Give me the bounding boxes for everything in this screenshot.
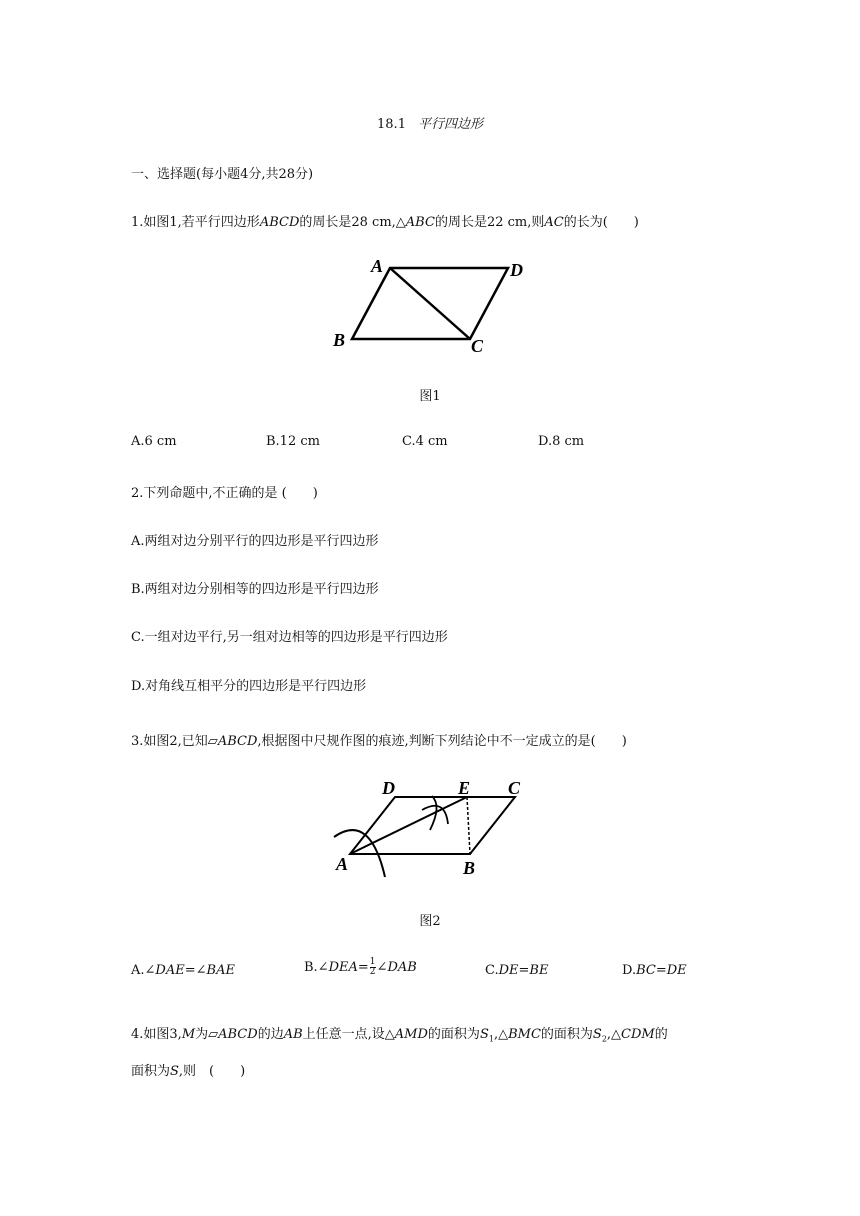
section-number: 18.1	[377, 117, 406, 132]
vertex-label-c: C	[508, 778, 521, 798]
q2-option-c: C.一组对边平行,另一组对边相等的四边形是平行四边形	[131, 630, 448, 645]
vertex-label-c: C	[471, 336, 484, 356]
figure-1-caption: 图1	[419, 389, 441, 404]
vertex-label-a: A	[336, 854, 349, 874]
q3-option-b: B.∠DEA= $\frac{1}{2}$ ∠DAB	[304, 957, 417, 977]
q3-option-c: C.DE=BE	[485, 963, 549, 978]
vertex-label-d: D	[382, 778, 395, 798]
q3-option-a: A.∠DAE=∠BAE	[131, 963, 235, 978]
vertex-label-a: A	[371, 256, 384, 276]
page-title	[0, 113, 860, 132]
question-1-text: 1.如图1,若平行四边形ABCD的周长是28 cm,△ABC的周长是22 cm,则AC的长为( )	[131, 215, 639, 230]
figure-2-caption: 图2	[419, 914, 441, 929]
question-4-text-line-2: 面积为S,则 ( )	[131, 1064, 246, 1079]
q1-option-b: B.12 cm	[266, 434, 320, 449]
figure-1-parallelogram	[325, 252, 535, 357]
fraction-one-half: $\frac{1}{2}$	[369, 957, 376, 977]
vertex-label-e: E	[458, 778, 471, 798]
q2-option-d: D.对角线互相平分的四边形是平行四边形	[131, 679, 367, 694]
q1-option-d: D.8 cm	[538, 434, 585, 449]
vertex-label-d: D	[510, 260, 523, 280]
question-4-text-line-1: 4.如图3,M为▱ABCD的边AB上任意一点,设△AMD的面积为$S_1,\triangle BMC$的面积为$S_2,\triangle CDM$的	[131, 1027, 668, 1044]
section-name: 平行四边形	[417, 117, 483, 132]
vertex-label-b: B	[463, 858, 476, 878]
q1-option-c: C.4 cm	[402, 434, 448, 449]
question-2-text: 2.下列命题中,不正确的是 ( )	[131, 486, 318, 501]
section-heading: 一、选择题(每小题4分,共28分)	[131, 167, 314, 182]
figure-2-construction	[330, 772, 535, 882]
q2-option-a: A.两组对边分别平行的四边形是平行四边形	[131, 534, 379, 549]
question-3-text: 3.如图2,已知▱ABCD,根据图中尺规作图的痕迹,判断下列结论中不一定成立的是( )	[131, 734, 627, 749]
q2-option-b: B.两组对边分别相等的四边形是平行四边形	[131, 582, 379, 597]
q1-option-a: A.6 cm	[131, 434, 177, 449]
q3-option-d: D.BC=DE	[622, 963, 687, 978]
vertex-label-b: B	[333, 330, 346, 350]
